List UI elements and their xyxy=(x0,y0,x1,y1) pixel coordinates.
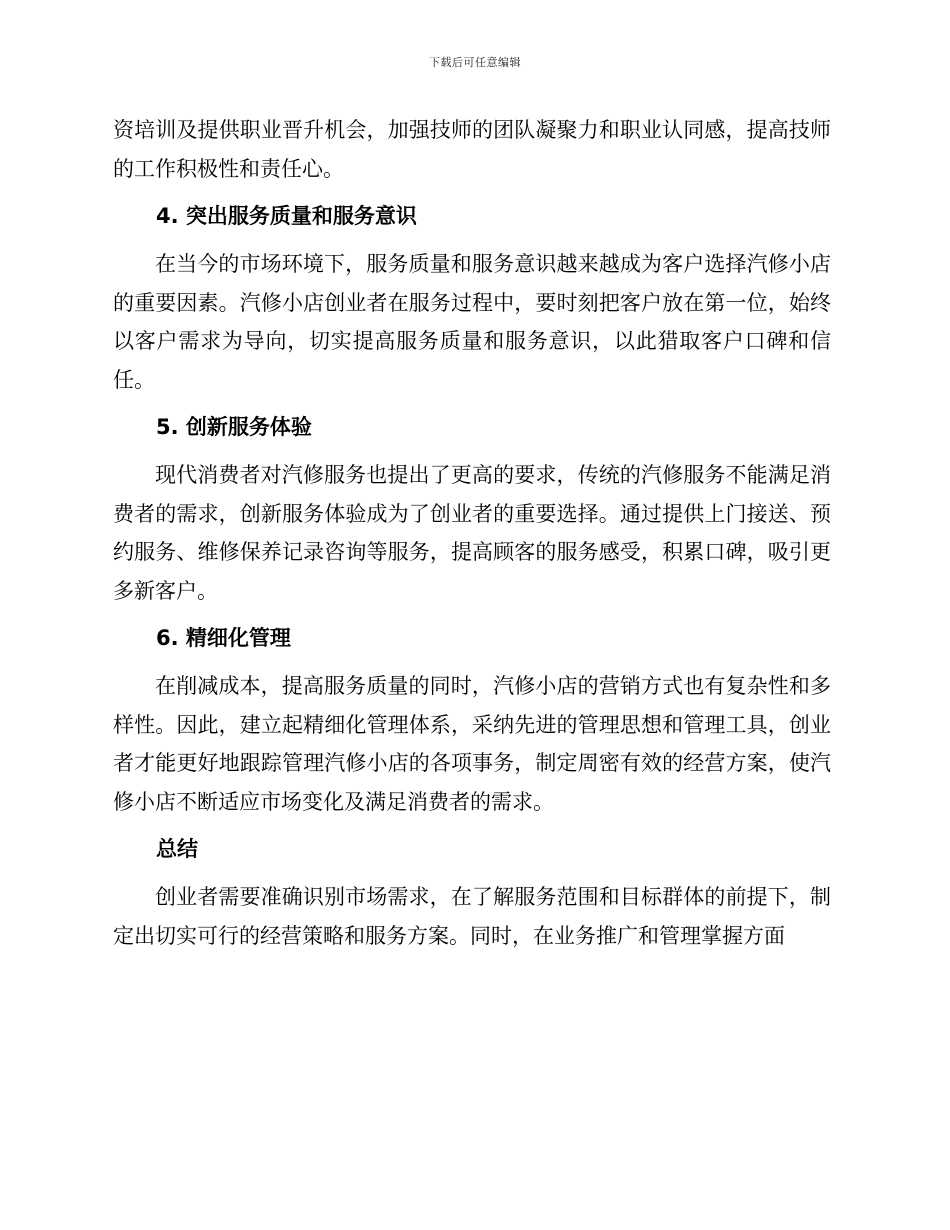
section-4-paragraph: 在当今的市场环境下，服务质量和服务意识越来越成为客户选择汽修小店的重要因素。汽修小店创业者在服务过程中，要时刻把客户放在第一位，始终以客户需求为导向，切实提高服务质量和服务意识，以此猎取客户口碑和信任。 xyxy=(113,252,831,392)
section-6-heading: 6. 精细化管理 xyxy=(156,626,291,650)
summary-heading: 总结 xyxy=(156,837,198,861)
section-5-paragraph: 现代消费者对汽修服务也提出了更高的要求，传统的汽修服务不能满足消费者的需求，创新服务体验成为了创业者的重要选择。通过提供上门接送、预约服务、维修保养记录咨询等服务，提高顾客的服务感受，积累口碑，吸引更多新客户。 xyxy=(113,463,831,603)
page-header: 下载后可任意编辑 xyxy=(429,56,521,69)
section-5-heading: 5. 创新服务体验 xyxy=(156,415,312,439)
section-6-paragraph: 在削减成本，提高服务质量的同时，汽修小店的营销方式也有复杂性和多样性。因此，建立起精细化管理体系，采纳先进的管理思想和管理工具，创业者才能更好地跟踪管理汽修小店的各项事务，制定周密有效的经营方案，使汽修小店不断适应市场变化及满足消费者的需求。 xyxy=(113,674,831,814)
document-body xyxy=(113,111,831,955)
summary-paragraph: 创业者需要准确识别市场需求，在了解服务范围和目标群体的前提下，制定出切实可行的经营策略和服务方案。同时，在业务推广和管理掌握方面 xyxy=(113,885,831,948)
section-4-heading: 4. 突出服务质量和服务意识 xyxy=(156,204,417,228)
intro-tail-paragraph: 资培训及提供职业晋升机会，加强技师的团队凝聚力和职业认同感，提高技师的工作积极性和责任心。 xyxy=(113,118,831,181)
